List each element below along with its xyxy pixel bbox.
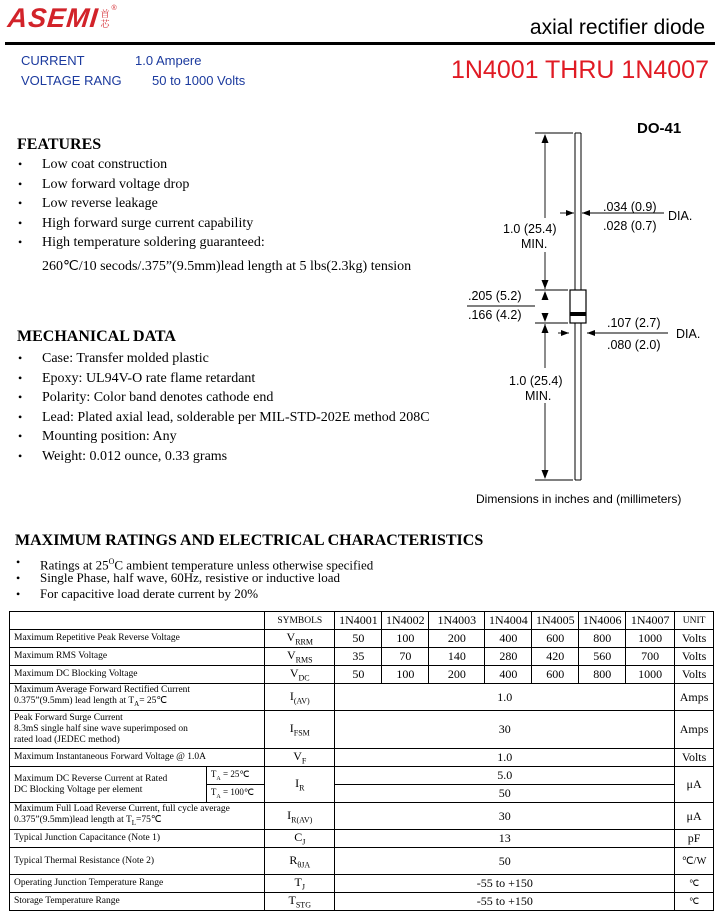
- document-type: axial rectifier diode: [529, 16, 705, 39]
- table-header-row: [10, 612, 714, 630]
- list-item: • For capacitive load derate current by 20%: [14, 586, 373, 602]
- list-item: • Lead: Plated axial lead, solderable per MIL-STD-202E method 208C: [16, 408, 430, 428]
- table-row: Maximum Full Load Reverse Current, full cycle average 0.375”(9.5mm)lead length at $T_L=75℃$ $I_{R(AV)}$ 30 μA: [10, 803, 714, 830]
- current-label: CURRENT: [21, 53, 85, 68]
- list-item: • Weight: 0.012 ounce, 0.33 grams: [16, 447, 430, 467]
- lead-length-bottom-min: MIN.: [525, 389, 552, 403]
- registered-mark: ®: [111, 5, 117, 12]
- ratings-title: MAXIMUM RATINGS AND ELECTRICAL CHARACTERISTICS: [15, 532, 484, 549]
- part-header: 1N4001: [335, 612, 382, 630]
- body-length-max: .205 (5.2): [468, 289, 522, 303]
- lead-length-top-min: MIN.: [521, 237, 548, 251]
- cathode-band: [570, 312, 586, 316]
- arrow-heads: [542, 134, 596, 479]
- table-row: Typical Junction Capacitance (Note 1) $C_J$ 13 pF: [10, 830, 714, 848]
- unit-header: UNIT: [675, 612, 714, 630]
- table-row: Maximum DC Blocking Voltage $V_{DC}$ 50 100 200 400 600 800 1000 Volts: [10, 666, 714, 684]
- voltage-value: 50 to 1000 Volts: [152, 73, 246, 88]
- symbols-header: SYMBOLS: [265, 612, 335, 630]
- table-row: Maximum Instantaneous Forward Voltage @ 1.0A $V_F$ 1.0 Volts: [10, 749, 714, 767]
- current-value: 1.0 Ampere: [135, 53, 202, 68]
- part-header: 1N4005: [532, 612, 579, 630]
- features-title: FEATURES: [17, 136, 102, 153]
- list-item: • Single Phase, half wave, 60Hz, resistive or inductive load: [14, 570, 373, 586]
- part-header: 1N4003: [429, 612, 485, 630]
- logo-text: ASEMI: [6, 3, 101, 33]
- table-row: Storage Temperature Range $T_{STG}$ -55 to +150 ℃: [10, 893, 714, 911]
- dimensions-caption: Dimensions in inches and (millimeters): [476, 492, 682, 506]
- ratings-table: [9, 611, 714, 911]
- list-item: • High temperature soldering guaranteed:: [16, 233, 265, 253]
- table-row: Maximum Average Forward Rectified Current 0.375”(9.5mm) lead length at $T_A=$ 25℃ $I_{(AV)}$ 1.0 Amps: [10, 684, 714, 711]
- list-item: • Case: Transfer molded plastic: [16, 349, 430, 369]
- list-item: • Epoxy: UL94V-O rate flame retardant: [16, 369, 430, 389]
- body-dia-min: .080 (2.0): [607, 338, 661, 352]
- list-item: • Low forward voltage drop: [16, 175, 265, 195]
- list-item: • Polarity: Color band denotes cathode end: [16, 388, 430, 408]
- lead-dia-max: .034 (0.9): [603, 200, 657, 214]
- package-name: DO-41: [637, 120, 682, 137]
- part-header: 1N4002: [382, 612, 429, 630]
- table-row: Maximum DC Reverse Current at Rated DC Blocking Voltage per element $T_A$ = 25℃ $I_R$ 5.0 μA: [10, 767, 714, 785]
- lead-dia-min: .028 (0.7): [603, 219, 657, 233]
- table-row: Maximum Repetitive Peak Reverse Voltage $V_{RRM}$ 50 100 200 400 600 800 1000 Volts: [10, 630, 714, 648]
- list-item: • Ratings at $25^OC$ ambient temperature unless otherwise specified: [14, 554, 373, 570]
- list-item: • High forward surge current capability: [16, 214, 265, 234]
- table-row: Maximum RMS Voltage $V_{RMS}$ 35 70 140 280 420 560 700 Volts: [10, 648, 714, 666]
- table-row: Typical Thermal Resistance (Note 2) $R_{\theta JA}$ 50 ℃/W: [10, 848, 714, 875]
- table-row: Operating Junction Temperature Range $T_J$ -55 to +150 ℃: [10, 875, 714, 893]
- body-dia-max: .107 (2.7): [607, 316, 661, 330]
- mechanical-title: MECHANICAL DATA: [17, 328, 176, 345]
- part-header: 1N4007: [626, 612, 675, 630]
- voltage-label: VOLTAGE RANG: [21, 73, 122, 88]
- ratings-notes: [14, 554, 373, 602]
- table-row: Peak Forward Surge Current 8.3mS single half sine wave superimposed on rated load (JEDEC method) $I_{FSM}$ 30 Amps: [10, 711, 714, 749]
- lead-length-bottom: 1.0 (25.4): [509, 374, 563, 388]
- part-header: 1N4006: [579, 612, 626, 630]
- body-dia-label: DIA.: [676, 327, 701, 341]
- list-item: • Mounting position: Any: [16, 427, 430, 447]
- body-length-min: .166 (4.2): [468, 308, 522, 322]
- list-item: • Low coat construction: [16, 155, 265, 175]
- part-header: 1N4004: [485, 612, 532, 630]
- table-row: $T_A$ = 100℃ 50: [10, 785, 714, 803]
- dimension-lines: [467, 133, 668, 480]
- lead-length-top: 1.0 (25.4): [503, 222, 557, 236]
- diode-body: [570, 290, 586, 323]
- lead-dia-label: DIA.: [668, 209, 693, 223]
- logo-chinese-text: 首芯: [100, 10, 110, 30]
- part-number-range: 1N4001 THRU 1N4007: [450, 56, 709, 84]
- soldering-spec: 260℃/10 secods/.375”(9.5mm)lead length at 5 lbs(2.3kg) tension: [42, 259, 412, 274]
- list-item: • Low reverse leakage: [16, 194, 265, 214]
